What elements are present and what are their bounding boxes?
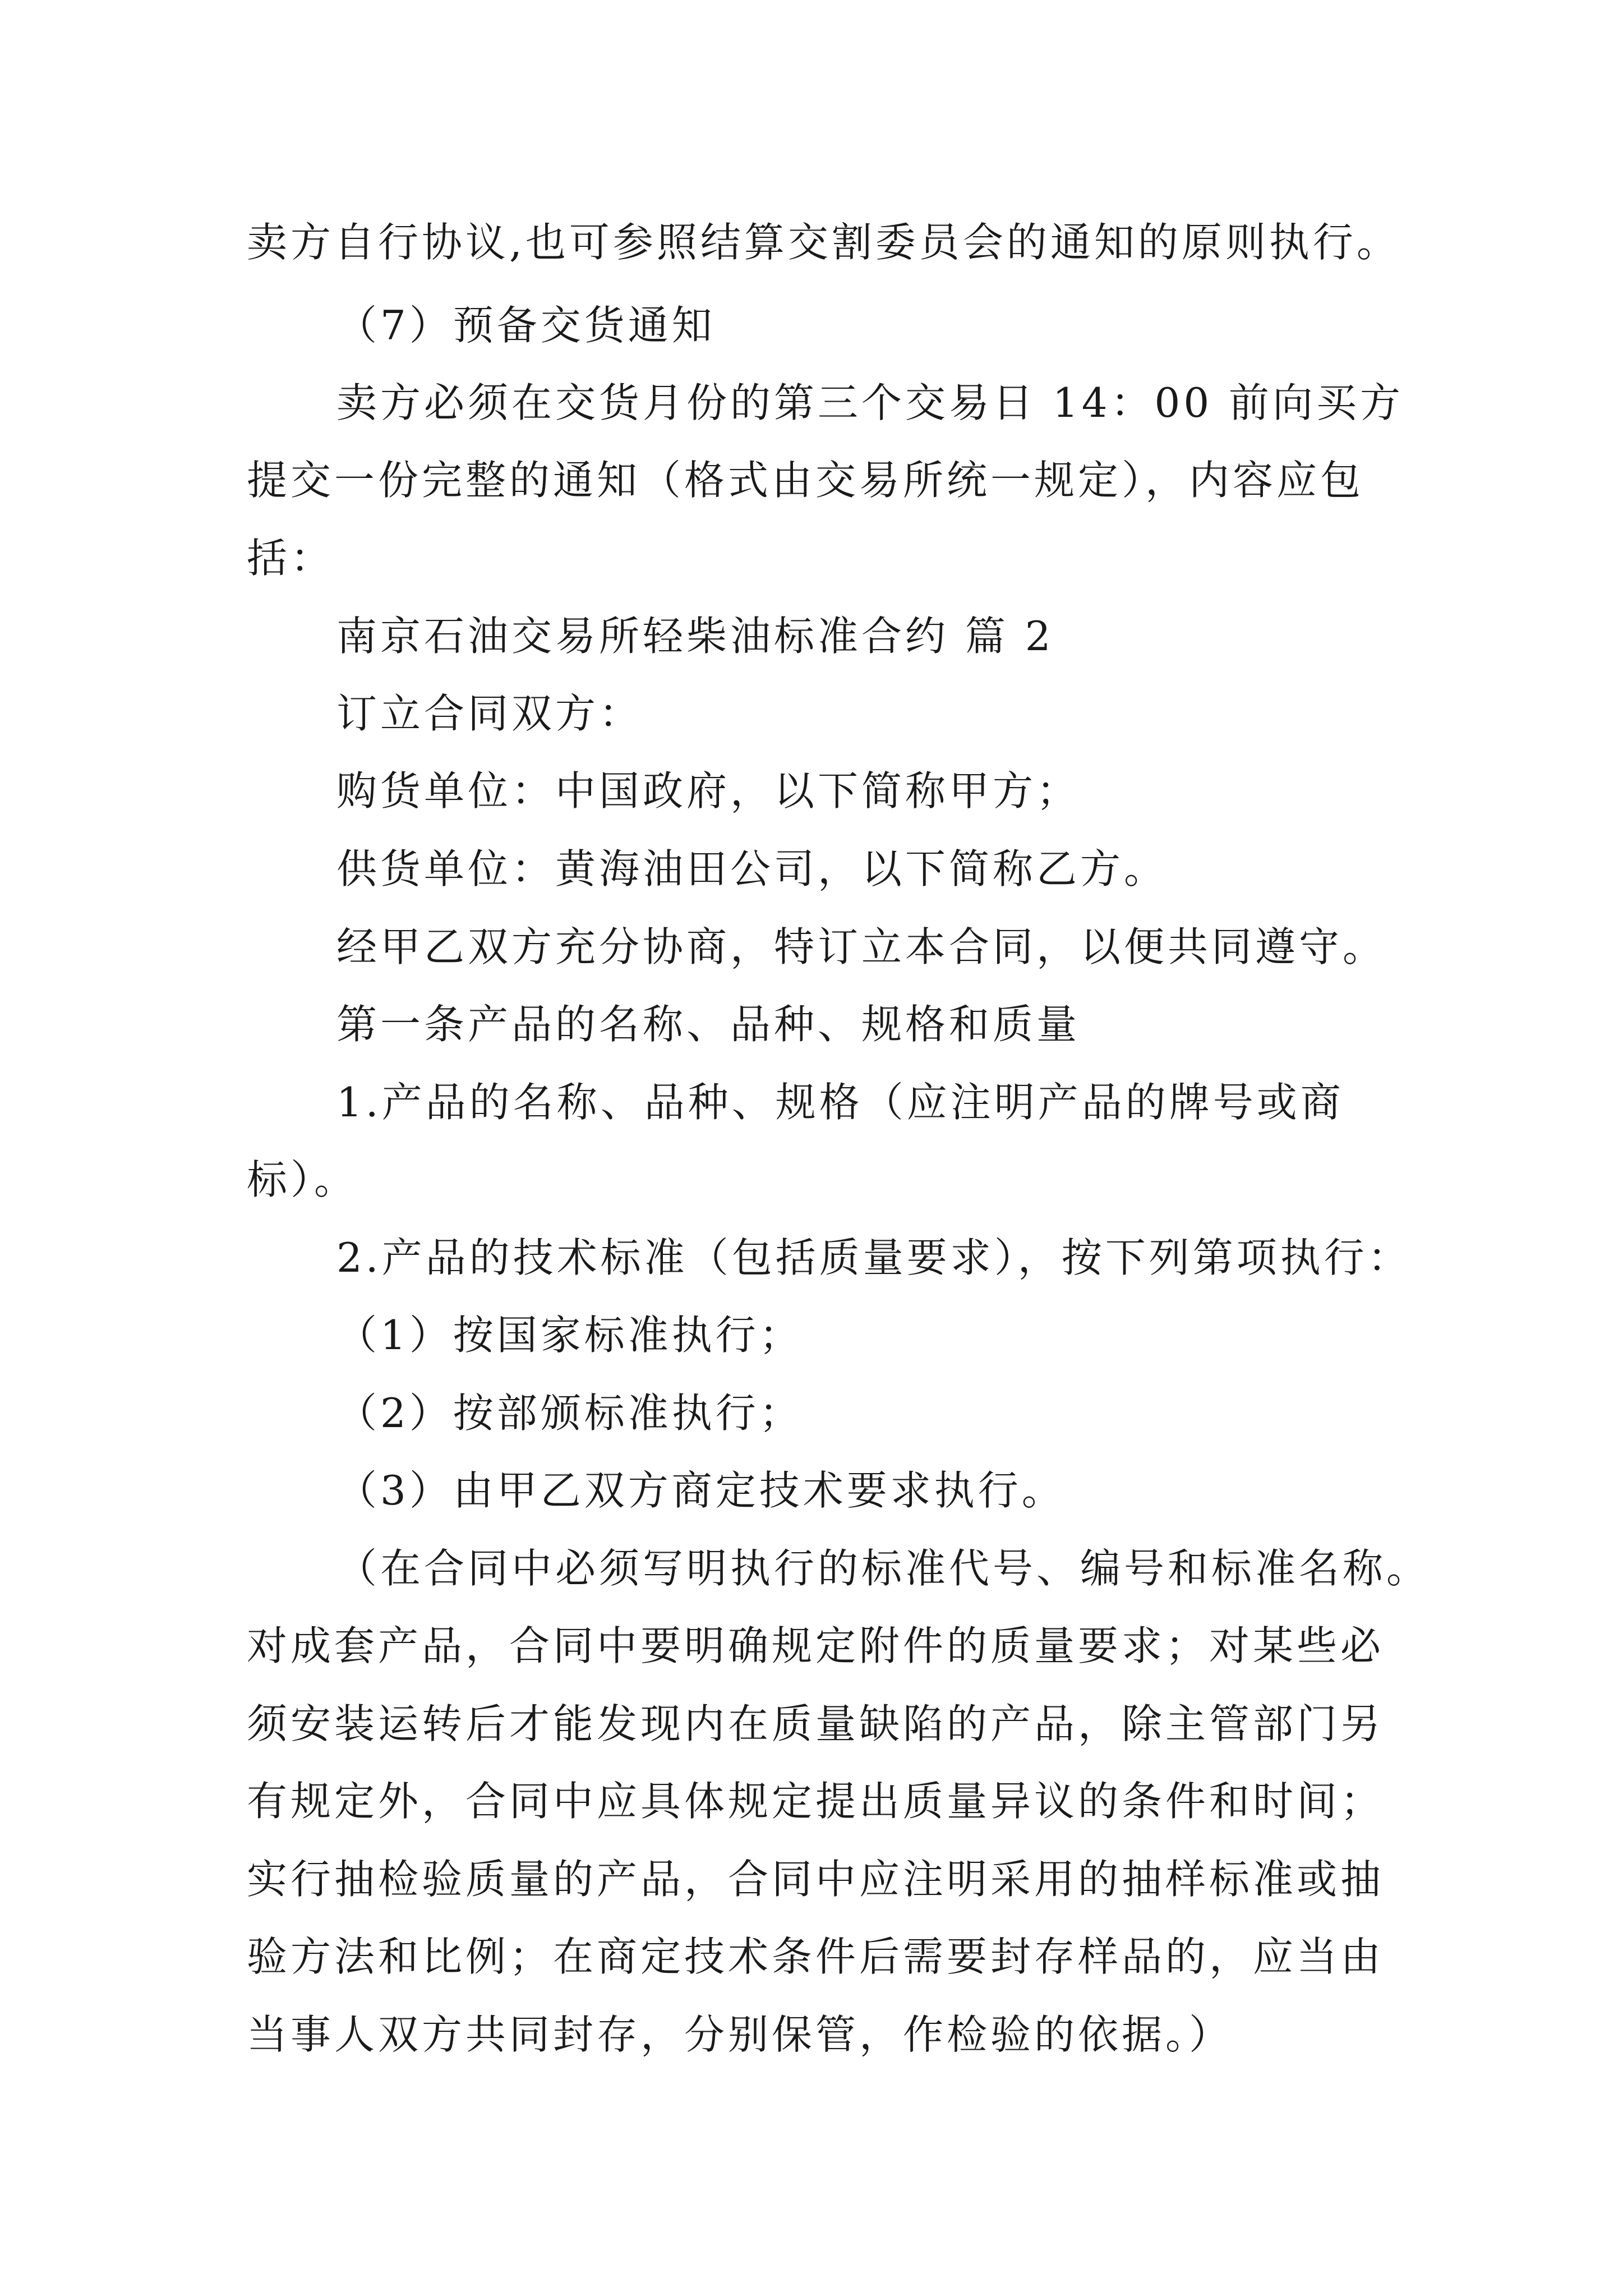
article-heading: 第一条产品的名称、品种、规格和质量 [336,1001,1081,1048]
list-item: （2）按部颁标准执行； [336,1389,803,1437]
text-line: 订立合同双方： [336,690,643,737]
document-title: 南京石油交易所轻柴油标准合约 篇 2 [336,613,1054,660]
text-line: 须安装运转后才能发现内在质量缺陷的产品，除主管部门另 [247,1700,1385,1747]
text-line: 实行抽检验质量的产品，合同中应注明采用的抽样标准或抽 [247,1856,1385,1903]
text-line: 供货单位：黄海油田公司，以下简称乙方。 [336,845,1168,892]
text-line: 卖方必须在交货月份的第三个交易日 14：00 前向买方 [336,379,1404,426]
text-line: 2.产品的技术标准（包括质量要求），按下列第项执行： [336,1234,1412,1281]
text-line: 括： [247,535,335,582]
text-line: 提交一份完整的通知（格式由交易所统一规定），内容应包 [247,457,1364,504]
text-line: 经甲乙双方充分协商，特订立本合同，以便共同遵守。 [336,923,1387,970]
text-line: 卖方自行协议,也可参照结算交割委员会的通知的原则执行。 [247,219,1400,266]
text-line: 1.产品的名称、品种、规格（应注明产品的牌号或商 [336,1079,1344,1126]
text-line: 当事人双方共同封存，分别保管，作检验的依据。） [247,2011,1233,2058]
text-line: （在合同中必须写明执行的标准代号、编号和标准名称。 [336,1545,1431,1592]
list-item: （1）按国家标准执行； [336,1312,803,1359]
section-heading: （7）预备交货通知 [336,302,716,349]
text-line: 验方法和比例；在商定技术条件后需要封存样品的，应当由 [247,1933,1385,1980]
list-item: （3）由甲乙双方商定技术要求执行。 [336,1467,1066,1514]
text-line: 有规定外，合同中应具体规定提出质量异议的条件和时间； [247,1778,1385,1825]
text-line: 标）。 [247,1156,358,1203]
text-line: 对成套产品，合同中要明确规定附件的质量要求；对某些必 [247,1622,1385,1669]
text-line: 购货单位：中国政府，以下简称甲方； [336,767,1081,815]
